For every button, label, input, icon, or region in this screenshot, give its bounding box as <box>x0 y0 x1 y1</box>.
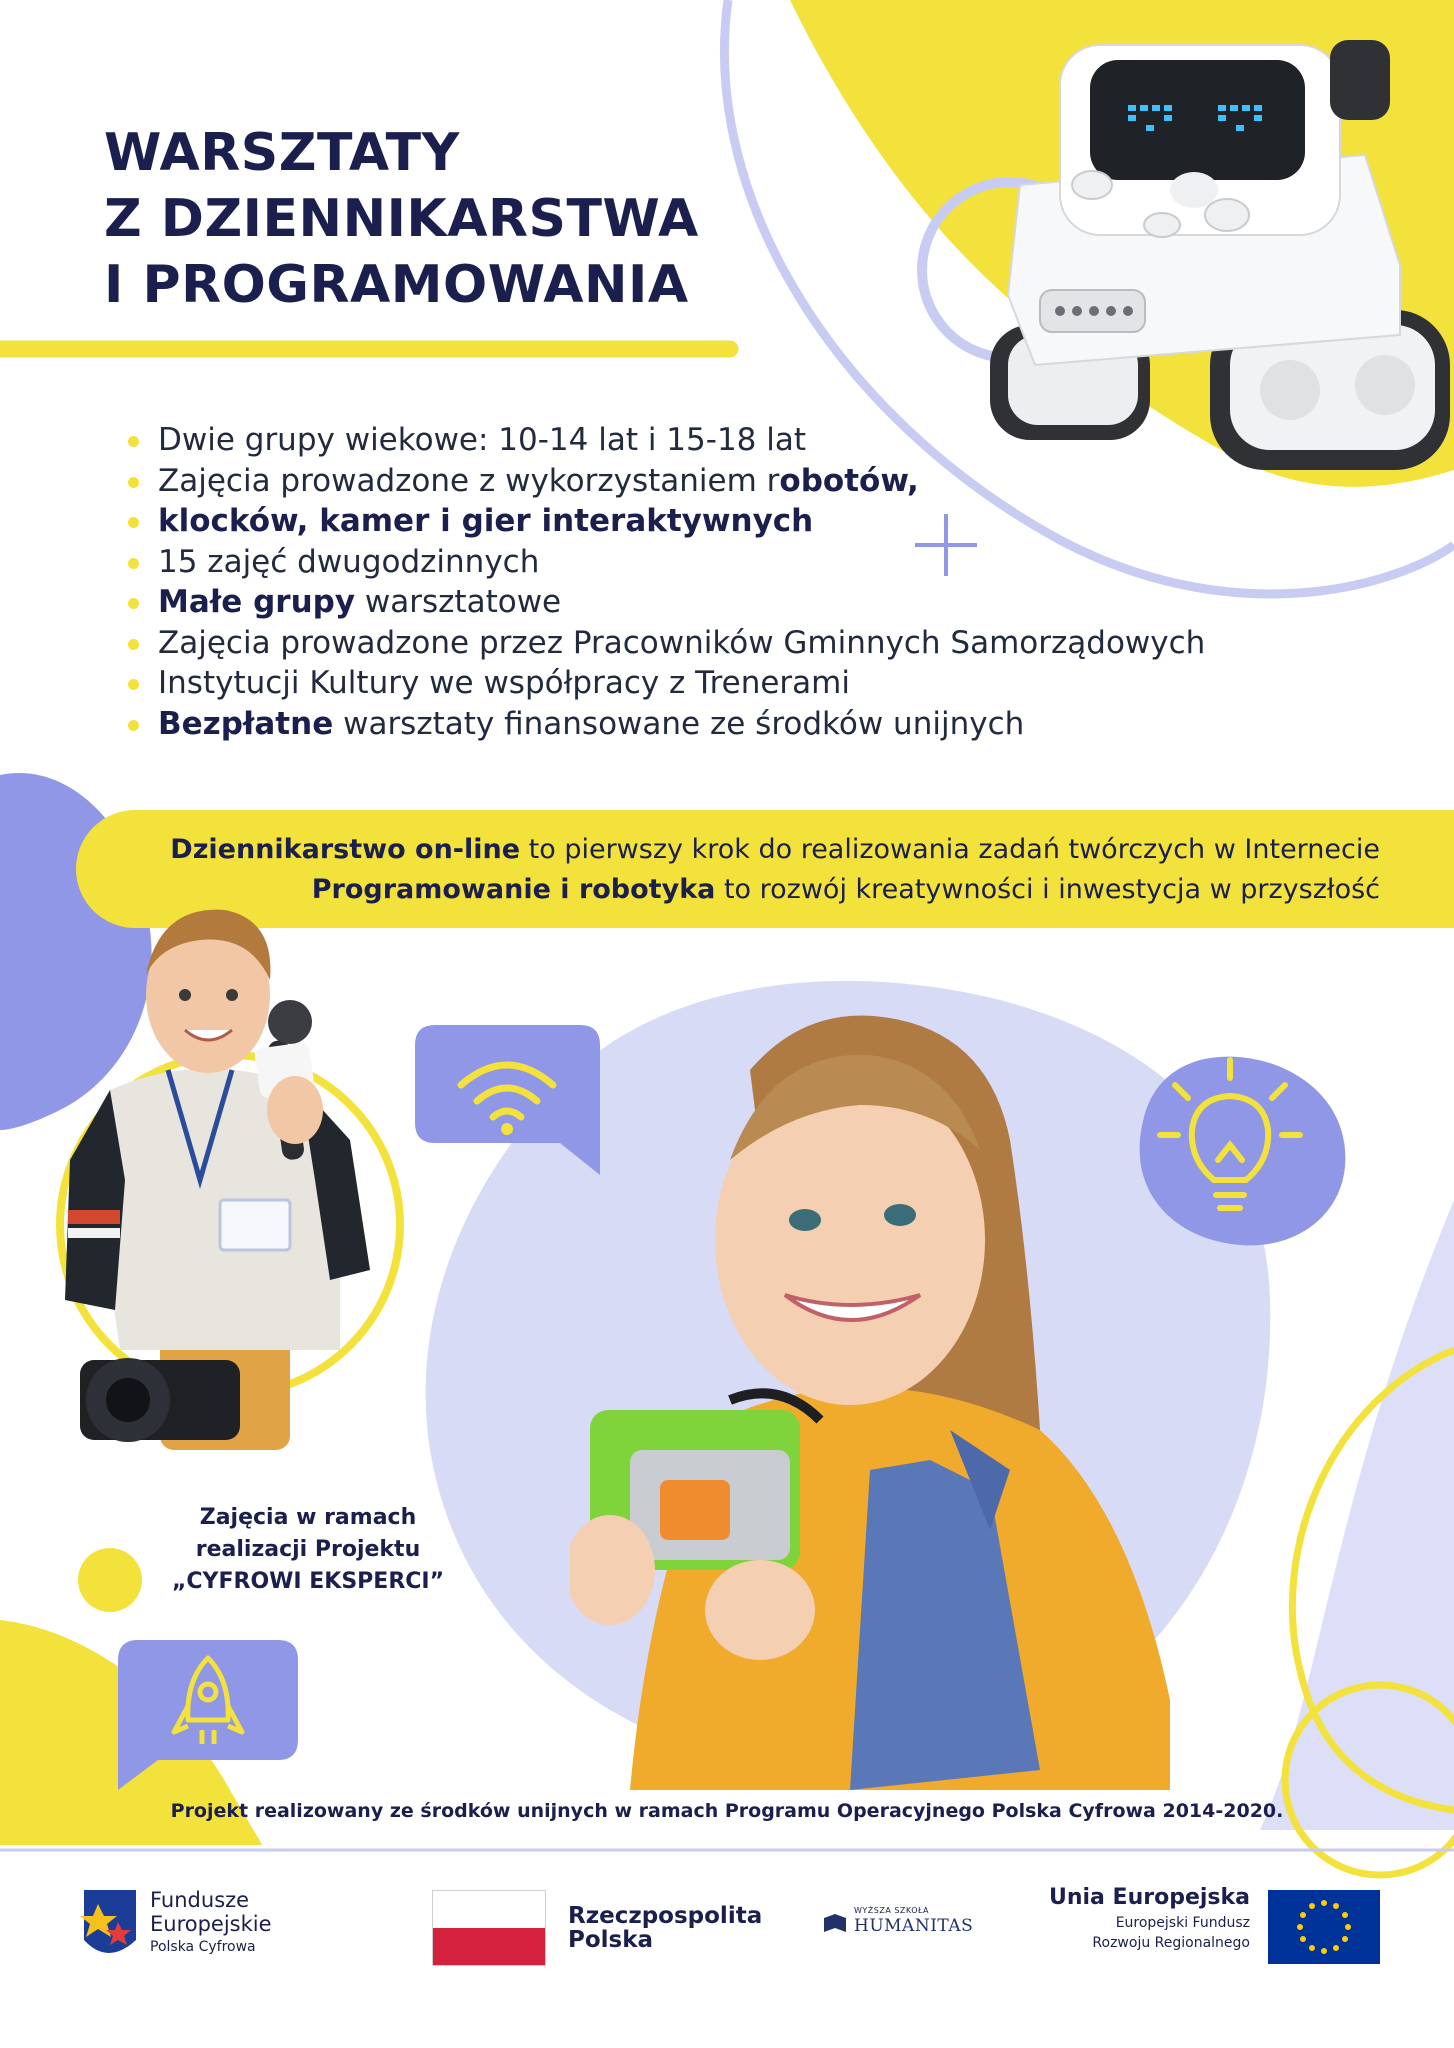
banner-line-2: Programowanie i robotyka to rozwój kreatywności i inwestycja w przyszłość <box>311 874 1380 905</box>
bullet-sessions: 15 zajęć dwugodzinnych <box>124 542 1224 583</box>
bullet-staff-continued: Instytucji Kultury we współpracy z Trenerami <box>124 663 1224 704</box>
bullet-robots: Zajęcia prowadzone z wykorzystaniem robotów, <box>124 461 1224 502</box>
title-line-3: I PROGRAMOWANIA <box>104 255 689 315</box>
funding-footnote: Projekt realizowany ze środków unijnych w ramach Programu Operacyjnego Polska Cyfrowa 2014-2020. <box>170 1800 1284 1822</box>
rocket-bubble <box>118 1640 298 1790</box>
features-list <box>124 420 1224 744</box>
boy-journalist-photo <box>50 880 410 1460</box>
fe-star-icon <box>78 1880 142 1966</box>
logo-unia-europejska: Unia Europejska Europejski Fundusz Rozwoju Regionalnego <box>1040 1884 1380 1974</box>
logo-fundusze-europejskie: Fundusze Europejskie Polska Cyfrowa <box>78 1880 308 1970</box>
bullet-free: Bezpłatne warsztaty finansowane ze środków unijnych <box>124 704 1224 745</box>
polish-flag-icon <box>432 1890 546 1966</box>
eu-flag-icon <box>1268 1890 1380 1964</box>
logo-rzeczpospolita-polska: Rzeczpospolita Polska <box>432 1890 782 1966</box>
bullet-small-groups: Małe grupy warsztatowe <box>124 582 1224 623</box>
humanitas-book-icon <box>822 1910 848 1936</box>
project-caption: Zajęcia w ramach realizacji Projektu „CYFROWI EKSPERCI” <box>171 1505 445 1594</box>
bullet-robots-continued: klocków, kamer i gier interaktywnych <box>124 501 1224 542</box>
logo-humanitas: WYŻSZA SZKOŁA HUMANITAS <box>822 1906 992 1946</box>
title-line-1: WARSZTATY <box>104 123 460 183</box>
banner-line-1: Dziennikarstwo on-line to pierwszy krok do realizowania zadań twórczych w Internecie <box>170 834 1380 865</box>
poster-title <box>104 120 699 318</box>
lavender-wedge-right <box>1260 1200 1454 1830</box>
bullet-staff: Zajęcia prowadzone przez Pracowników Gminnych Samorządowych <box>124 623 1224 664</box>
girl-robotics-photo <box>570 1010 1230 1800</box>
bullet-age-groups: Dwie grupy wiekowe: 10-14 lat i 15-18 lat <box>124 420 1224 461</box>
yellow-dot <box>78 1548 142 1612</box>
title-line-2: Z DZIENNIKARSTWA <box>104 189 699 249</box>
